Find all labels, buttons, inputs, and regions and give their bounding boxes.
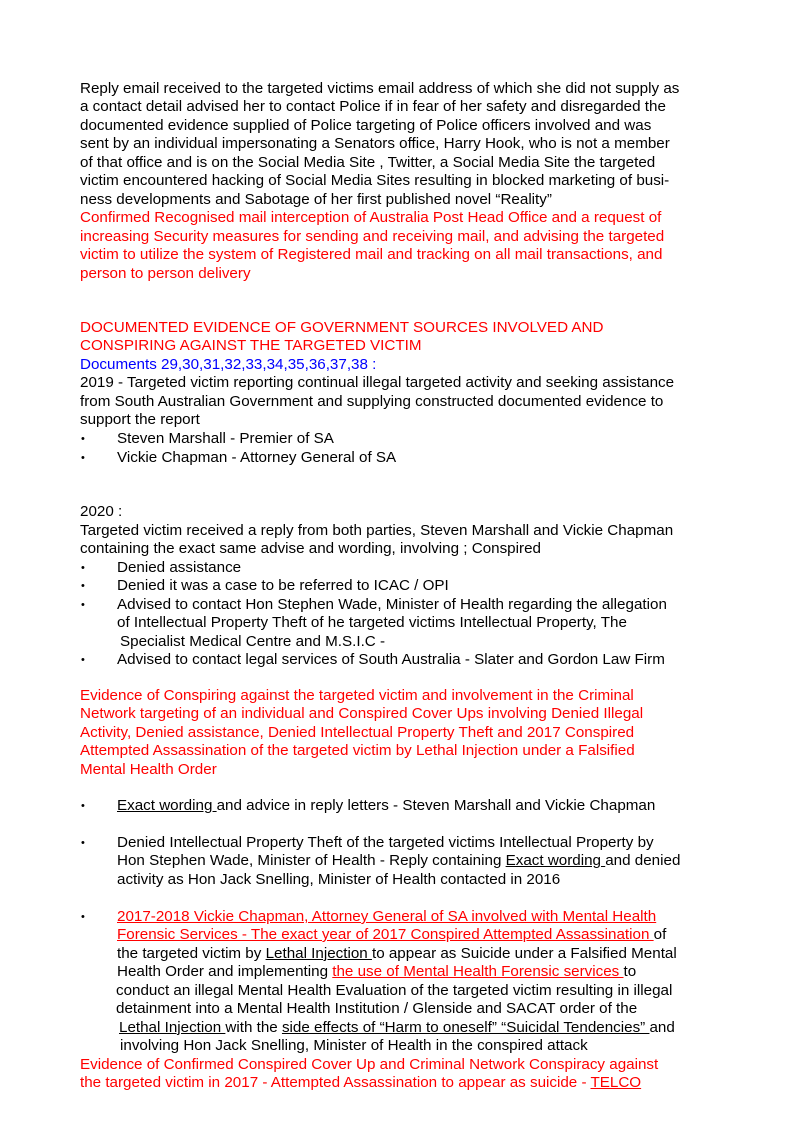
bullet-icon: • bbox=[81, 800, 85, 812]
snelling-line: involving Hon Jack Snelling, Minister of Health in the conspired attack bbox=[120, 1037, 588, 1054]
bullet-icon: • bbox=[81, 562, 85, 574]
section-heading: DOCUMENTED EVIDENCE OF GOVERNMENT SOURCES INVOLVED AND bbox=[80, 319, 604, 336]
mail-interception-line: person to person delivery bbox=[80, 265, 251, 282]
evidence-line: Mental Health Order bbox=[80, 761, 217, 778]
year-label: 2020 : bbox=[80, 503, 123, 520]
evidence-line: Attempted Assassination of the targeted victim by Lethal Injection under a Falsified bbox=[80, 742, 635, 759]
documents-reference: Documents 29,30,31,32,33,34,35,36,37,38 : bbox=[80, 356, 377, 373]
ip-theft-line: Hon Stephen Wade, Minister of Health - Reply containing Exact wording and denied bbox=[117, 852, 681, 869]
reply-item: Advised to contact Hon Stephen Wade, Minister of Health regarding the allegation bbox=[117, 596, 667, 613]
evidence-line: Activity, Denied assistance, Denied Intellectual Property Theft and 2017 Conspired bbox=[80, 724, 635, 741]
section-heading: CONSPIRING AGAINST THE TARGETED VICTIM bbox=[80, 337, 422, 354]
bullet-icon: • bbox=[81, 599, 85, 611]
exact-wording-text: Exact wording bbox=[505, 852, 606, 869]
bullet-icon: • bbox=[81, 654, 85, 666]
exact-wording-item: Exact wording and advice in reply letters - Steven Marshall and Vickie Chapman bbox=[117, 797, 656, 814]
reply-item: Denied assistance bbox=[117, 559, 242, 576]
bullet-icon: • bbox=[81, 911, 85, 923]
bullet-icon: • bbox=[81, 452, 85, 464]
detainment-line: detainment into a Mental Health Institution / Glenside and SACAT order of the bbox=[116, 1000, 638, 1017]
reply-item-cont: Specialist Medical Centre and M.S.I.C - bbox=[120, 633, 386, 650]
closing-line: the targeted victim in 2017 - Attempted Assassination to appear as suicide - TELCO bbox=[80, 1074, 642, 1091]
reply-item-cont: of Intellectual Property Theft of he targeted victims Intellectual Property, The bbox=[117, 614, 627, 631]
report-line: from South Australian Government and supplying constructed documented evidence to bbox=[80, 393, 664, 410]
intro-line: victim encountered hacking of Social Media Sites resulting in blocked marketing of busi- bbox=[80, 172, 670, 189]
evidence-line: Evidence of Conspiring against the targeted victim and involvement in the Criminal bbox=[80, 687, 634, 704]
chapman-line: 2017-2018 Vickie Chapman, Attorney General of SA involved with Mental Health bbox=[117, 908, 657, 925]
mail-interception-line: increasing Security measures for sending and receiving mail, and advising the targeted bbox=[80, 228, 665, 245]
intro-line: a contact detail advised her to contact Police if in fear of her safety and disregarded the bbox=[80, 98, 666, 115]
mail-interception-line: victim to utilize the system of Registered mail and tracking on all mail transactions, and bbox=[80, 246, 663, 263]
reply-line: containing the exact same advise and wording, involving ; Conspired bbox=[80, 540, 541, 557]
intro-line: of that office and is on the Social Media Site , Twitter, a Social Media Site the targeted bbox=[80, 154, 656, 171]
reply-item: Advised to contact legal services of South Australia - Slater and Gordon Law Firm bbox=[117, 651, 665, 668]
evaluation-line: conduct an illegal Mental Health Evaluation of the targeted victim resulting in illegal bbox=[116, 982, 673, 999]
intro-line: ness developments and Sabotage of her first published novel “Reality” bbox=[80, 191, 552, 208]
report-line: 2019 - Targeted victim reporting continual illegal targeted activity and seeking assistance bbox=[80, 374, 675, 391]
report-line: support the report bbox=[80, 411, 200, 428]
mail-interception-line: Confirmed Recognised mail interception of Australia Post Head Office and a request of bbox=[80, 209, 662, 226]
ip-theft-line: Denied Intellectual Property Theft of the targeted victims Intellectual Property by bbox=[117, 834, 654, 851]
closing-line: Evidence of Confirmed Conspired Cover Up and Criminal Network Conspiracy against bbox=[80, 1056, 659, 1073]
recipient-item: Vickie Chapman - Attorney General of SA bbox=[117, 449, 397, 466]
lethal-injection-line: the targeted victim by Lethal Injection to appear as Suicide under a Falsified Mental bbox=[117, 945, 677, 962]
bullet-icon: • bbox=[81, 433, 85, 445]
side-effects-line: Lethal Injection with the side effects of “Harm to oneself” “Suicidal Tendencies” and bbox=[119, 1019, 675, 1036]
chapman-line: Forensic Services - The exact year of 2017 Conspired Attempted Assassination of bbox=[117, 926, 667, 943]
documents-list: Documents 29,30,31,32,33,34,35,36,37,38 bbox=[80, 356, 368, 373]
bullet-icon: • bbox=[81, 580, 85, 592]
intro-line: Reply email received to the targeted victims email address of which she did not supply as bbox=[80, 80, 680, 97]
forensic-line: Health Order and implementing the use of Mental Health Forensic services to bbox=[117, 963, 637, 980]
intro-line: documented evidence supplied of Police targeting of Police officers involved and was bbox=[80, 117, 652, 134]
ip-theft-line: activity as Hon Jack Snelling, Minister of Health contacted in 2016 bbox=[117, 871, 561, 888]
reply-line: Targeted victim received a reply from both parties, Steven Marshall and Vickie Chapman bbox=[80, 522, 674, 539]
exact-wording-text: Exact wording bbox=[117, 797, 217, 814]
recipient-item: Steven Marshall - Premier of SA bbox=[117, 430, 334, 447]
reply-item: Denied it was a case to be referred to ICAC / OPI bbox=[117, 577, 449, 594]
telco-link[interactable]: TELCO bbox=[590, 1074, 642, 1091]
intro-line: sent by an individual impersonating a Senators office, Harry Hook, who is not a member bbox=[80, 135, 670, 152]
bullet-icon: • bbox=[81, 837, 85, 849]
evidence-line: Network targeting of an individual and Conspired Cover Ups involving Denied Illegal bbox=[80, 705, 644, 722]
